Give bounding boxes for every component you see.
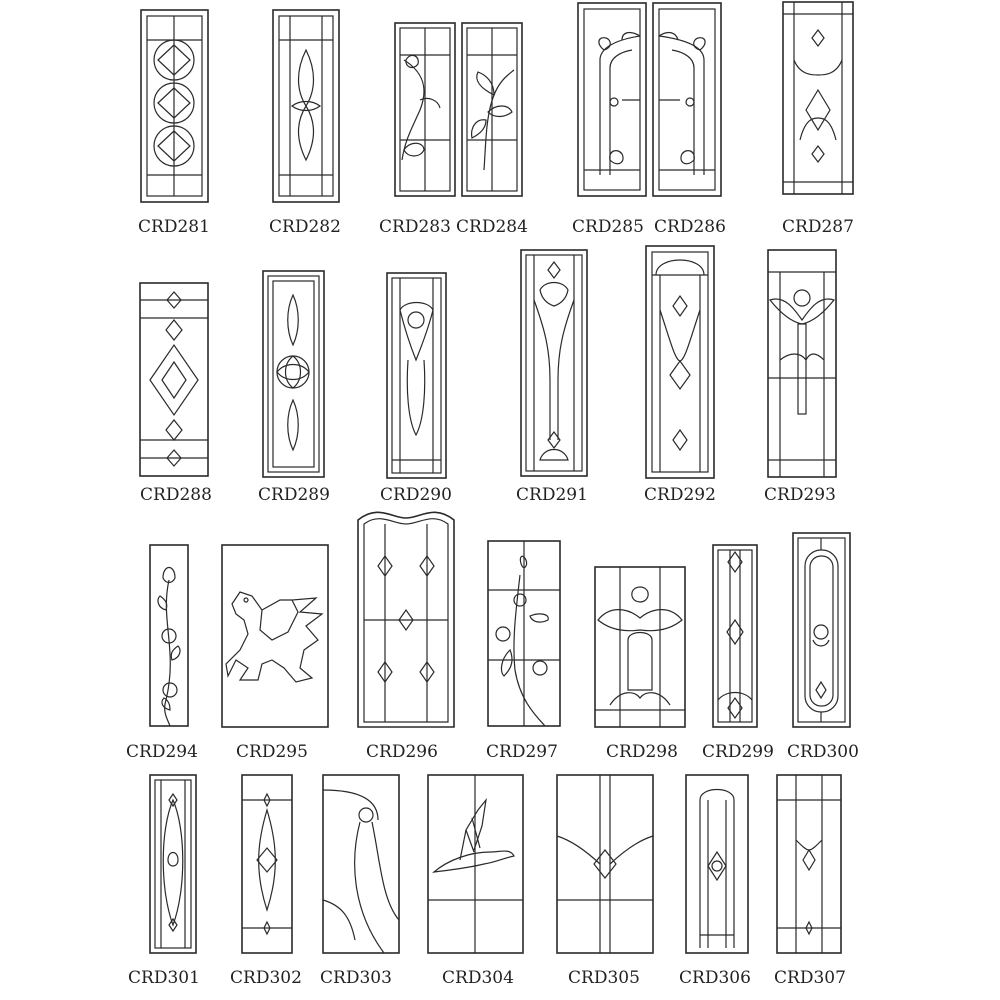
panel-crd296 — [358, 512, 454, 727]
panel-crd289 — [263, 271, 324, 477]
design-code-label: CRD286 — [654, 217, 726, 237]
panel-crd293 — [768, 250, 836, 477]
design-code-label: CRD291 — [516, 485, 588, 505]
panel-crd303 — [323, 775, 399, 953]
panel-crd291 — [521, 250, 587, 476]
design-code-label: CRD305 — [568, 968, 640, 988]
design-code-label: CRD288 — [140, 485, 212, 505]
panel-crd286 — [653, 3, 721, 196]
design-code-label: CRD293 — [764, 485, 836, 505]
panel-crd306 — [686, 775, 748, 953]
panel-crd287 — [783, 2, 853, 194]
design-code-label: CRD302 — [230, 968, 302, 988]
panel-crd282 — [273, 10, 339, 202]
panel-crd290 — [387, 273, 446, 478]
design-code-label: CRD289 — [258, 485, 330, 505]
design-code-label: CRD303 — [320, 968, 392, 988]
design-code-label: CRD287 — [782, 217, 854, 237]
design-code-label: CRD284 — [456, 217, 528, 237]
design-code-label: CRD307 — [774, 968, 846, 988]
panel-crd307 — [777, 775, 841, 953]
design-code-label: CRD296 — [366, 742, 438, 762]
design-code-label: CRD294 — [126, 742, 198, 762]
design-code-label: CRD306 — [679, 968, 751, 988]
design-code-label: CRD300 — [787, 742, 859, 762]
design-code-label: CRD299 — [702, 742, 774, 762]
design-code-label: CRD304 — [442, 968, 514, 988]
design-code-label: CRD292 — [644, 485, 716, 505]
design-code-label: CRD282 — [269, 217, 341, 237]
panel-crd283 — [395, 23, 455, 196]
panel-crd284 — [462, 23, 522, 196]
panel-crd304 — [428, 775, 523, 953]
design-code-label: CRD281 — [138, 217, 210, 237]
panel-crd301 — [150, 775, 196, 953]
design-code-label: CRD290 — [380, 485, 452, 505]
panel-crd297 — [488, 541, 560, 726]
panel-crd299 — [713, 545, 757, 727]
panel-crd295 — [222, 545, 328, 727]
panel-crd281 — [141, 10, 208, 202]
panel-crd302 — [242, 775, 292, 953]
design-code-label: CRD301 — [128, 968, 200, 988]
design-code-label: CRD295 — [236, 742, 308, 762]
panel-crd300 — [793, 533, 850, 727]
panel-crd292 — [646, 246, 714, 478]
panel-crd288 — [140, 283, 208, 476]
design-code-label: CRD298 — [606, 742, 678, 762]
panel-crd305 — [557, 775, 653, 953]
panel-crd294 — [150, 545, 188, 726]
panel-crd285 — [578, 3, 646, 196]
panel-crd298 — [595, 567, 685, 727]
design-code-label: CRD285 — [572, 217, 644, 237]
design-code-label: CRD297 — [486, 742, 558, 762]
design-code-label: CRD283 — [379, 217, 451, 237]
